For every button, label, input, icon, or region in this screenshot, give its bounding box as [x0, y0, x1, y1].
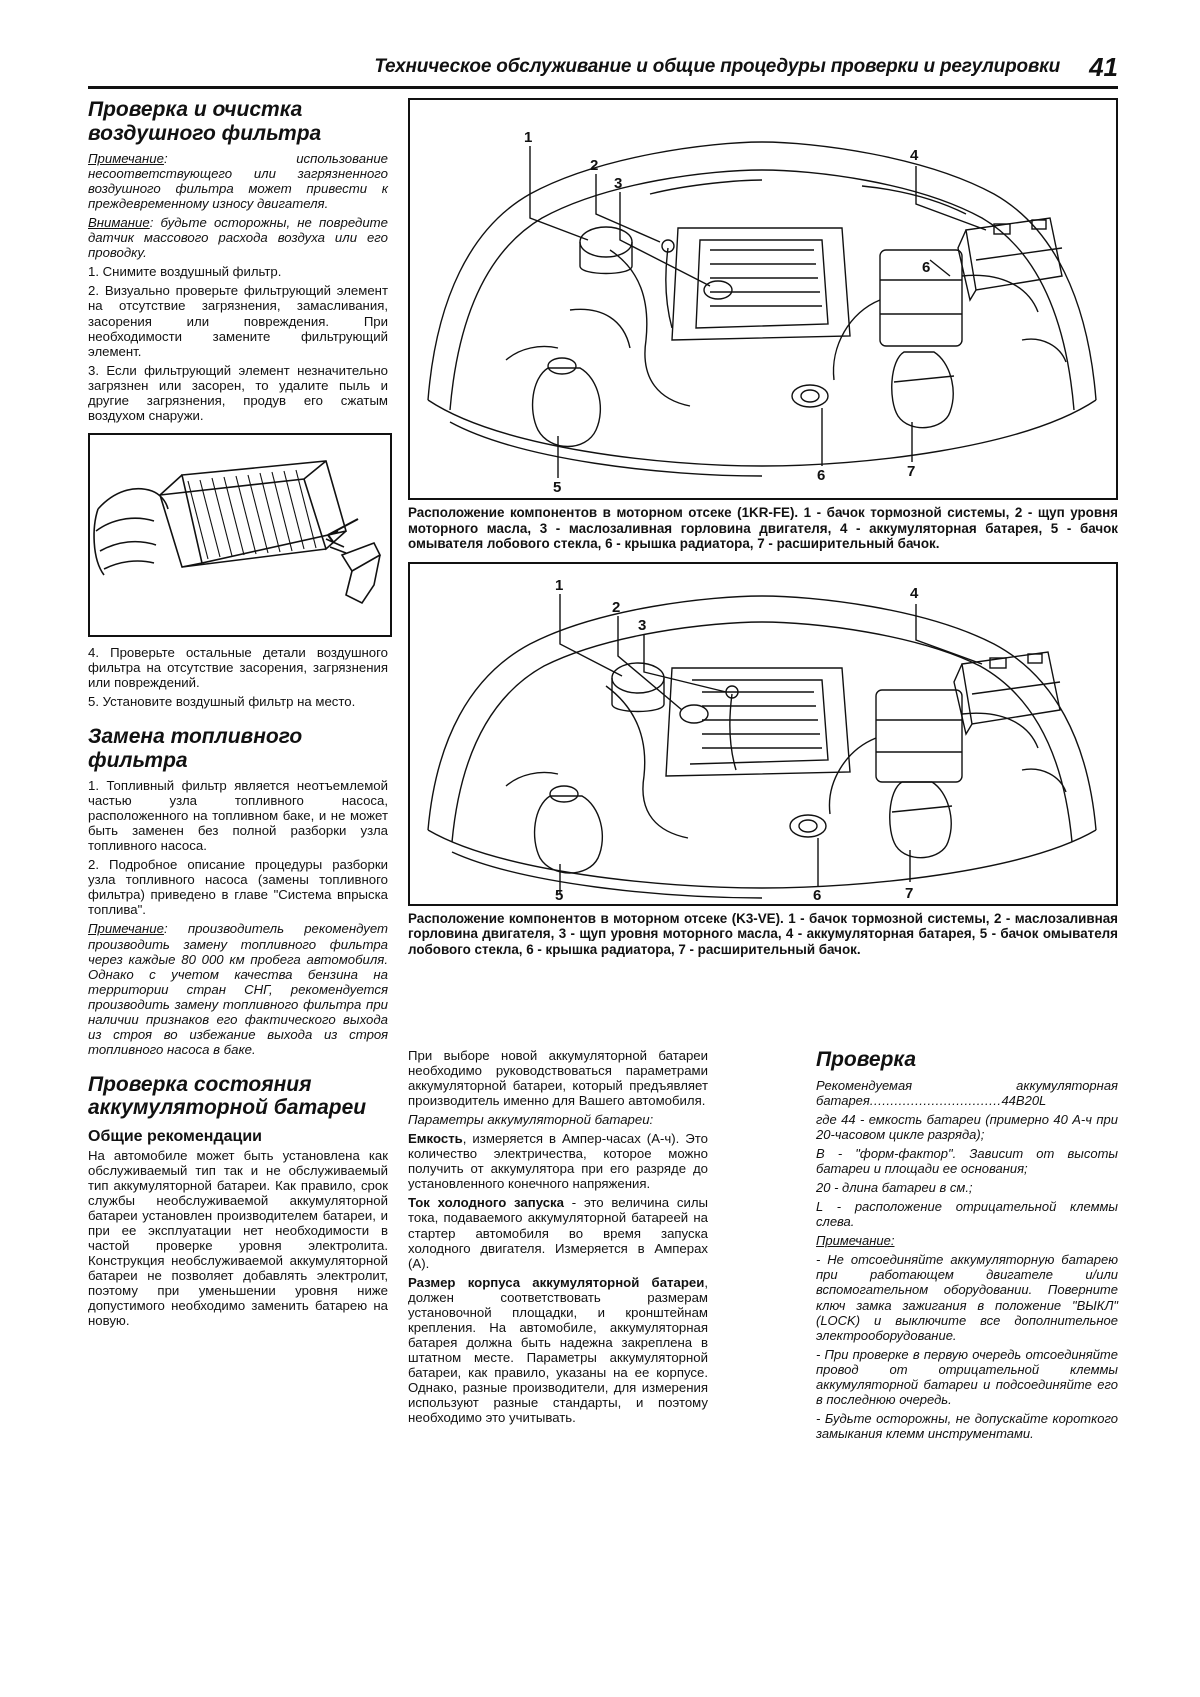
fuel-note-label: Примечание — [88, 921, 164, 937]
param-capacity-text: , измеряется в Ампер-часах (А-ч). Это количество электричества, которое можно получить от аккумулятора при его разряде до установленного конечного напряжения. — [408, 1131, 708, 1192]
figure-1-caption: Расположение компонентов в моторном отсеке (1KR-FE). 1 - бачок тормозной системы, 2 - щуп уровня моторного масла, 3 - маслозаливная горловина двигателя, 4 - аккумуляторная батарея, 5 - бачок омывателя лобового стекла, 6 - крышка радиатора, 7 - расширительный бачок. — [408, 505, 1118, 552]
battery-choose-intro: При выборе новой аккумуляторной батареи необходимо руководствоваться параметрами аккумуляторной батареи, который предъявляет производитель именно для Вашего автомобиля. — [408, 1048, 708, 1109]
middle-column — [408, 1048, 708, 1429]
callout-4: 4 — [910, 147, 919, 164]
section-title-air-filter: Проверка и очистка воздушного фильтра — [88, 98, 322, 145]
battery-param-capacity — [408, 1131, 708, 1191]
air-filter-step-2: 2. Визуально проверьте фильтрующий элемент на отсутствие загрязнения, замасливания, засорения или повреждения. При необходимости замените фильтрующий элемент. — [88, 283, 388, 359]
figures-column — [408, 98, 1118, 957]
page-title: Техническое обслуживание и общие процедуры проверки и регулировки — [374, 56, 1060, 77]
param-capacity-label: Емкость — [408, 1131, 463, 1147]
warning-label: Внимание — [88, 215, 150, 231]
battery-legend-2: В - "форм-фактор". Зависит от высоты батареи и площади ее основания; — [816, 1145, 1118, 1176]
air-filter-step-3: 3. Если фильтрующий элемент незначительно загрязнен или засорен, то удалите пыль и другие загрязнения, продув его сжатым воздухом снаружи. — [88, 362, 388, 423]
battery-param-cca — [408, 1195, 708, 1270]
battery-subtitle: Общие рекомендации — [88, 1127, 262, 1145]
fuel-filter-step-1: 1. Топливный фильтр является неотъемлемой частью узла топливного насоса, расположенного на топливном баке, и не может быть заменен без полной разборки узла топливного насоса. — [88, 778, 388, 854]
battery-param-size — [408, 1275, 708, 1425]
engine-bay-figure-k3-ve — [408, 562, 1118, 906]
air-filter-illustration — [88, 433, 392, 637]
air-filter-step-4: 4. Проверьте остальные детали воздушного фильтра на отсутствие засорения, загрязнения или повреждений. — [88, 644, 388, 690]
battery-params-title: Параметры аккумуляторной батареи: — [408, 1112, 654, 1128]
left-column — [88, 98, 388, 1332]
warning-text: : будьте осторожны, не повредите датчик массового расхода воздуха или его проводку. — [88, 215, 388, 261]
param-cca-label: Ток холодного запуска — [408, 1195, 564, 1211]
param-size-text: , должен соответствовать размерам установочной площадки, и кронштейнам крепления. На автомобиле, аккумуляторная батарея должна быть надежна закреплена в штатном месте. Параметры аккумуляторной батареи, как правило, указаны на ее корпусе. Однако, разные производители, для измерения используют разные стандарты, и поэтому необходимо это учитывать. — [408, 1274, 708, 1426]
air-filter-note — [88, 151, 388, 211]
check-note-label-text: Примечание: — [816, 1233, 895, 1249]
recommended-battery-dots: ................................ — [869, 1092, 1002, 1108]
engine-bay-drawing-2 — [410, 564, 1112, 900]
callout-4: 4 — [910, 584, 919, 602]
param-size-label: Размер корпуса аккумуляторной батареи — [408, 1274, 705, 1290]
air-filter-step-5: 5. Установите воздушный фильтр на место. — [88, 693, 356, 709]
recommended-battery-value: 44B20L — [1001, 1092, 1047, 1108]
callout-1: 1 — [524, 129, 533, 146]
callout-5: 5 — [555, 886, 564, 900]
page-sheet — [88, 48, 1118, 1618]
check-note-3: - Будьте осторожны, не допускайте короткого замыкания клемм инструментами. — [816, 1411, 1118, 1442]
callout-6: 6 — [813, 886, 822, 900]
recommended-battery — [816, 1078, 1118, 1108]
section-title-check: Проверка — [816, 1048, 917, 1071]
section-title-fuel-filter: Замена топливного фильтра — [88, 725, 303, 772]
section-title-battery: Проверка состояния аккумуляторной батареи — [88, 1072, 367, 1120]
check-note-1: - Не отсоединяйте аккумуляторную батарею при работающем двигателе и/или вспомогательном оборудовании. Поверните ключ замка зажигания в положение "ВЫКЛ" (LOCK) и выключите все дополнительное электрооборудование. — [816, 1252, 1118, 1343]
right-column — [816, 1048, 1118, 1445]
air-filter-warning — [88, 215, 388, 260]
figure-2-caption: Расположение компонентов в моторном отсеке (K3-VE). 1 - бачок тормозной системы, 2 - маслозаливная горловина двигателя, 3 - щуп уровня моторного масла, 4 - аккумуляторная батарея, 5 - бачок омывателя лобового стекла, 6 - крышка радиатора, 7 - расширительный бачок. — [408, 910, 1118, 957]
page-number: 41 — [1089, 52, 1118, 82]
air-filter-drawing — [90, 435, 386, 631]
callout-3: 3 — [614, 175, 623, 192]
battery-legend-1: где 44 - емкость батареи (примерно 40 А-ч при 20-часовом цикле разряда); — [816, 1111, 1118, 1142]
callout-7: 7 — [905, 884, 914, 900]
recommended-battery-line1: Рекомендуемая аккумуляторная — [816, 1077, 1118, 1093]
engine-bay-drawing-1 — [410, 100, 1112, 494]
air-filter-step-1: 1. Снимите воздушный фильтр. — [88, 264, 282, 280]
note-text: : использование несоответствующего или загрязненного воздушного фильтра может привести к преждевременному износу двигателя. — [88, 151, 388, 212]
callout-6: 6 — [817, 467, 826, 484]
battery-legend-4: L - расположение отрицательной клеммы слева. — [816, 1199, 1118, 1230]
callout-5: 5 — [553, 479, 562, 494]
engine-bay-figure-1kr-fe — [408, 98, 1118, 500]
callout-1: 1 — [555, 576, 564, 594]
battery-general-text: На автомобиле может быть установлена как обслуживаемый тип так и не обслуживаемый тип аккумуляторной батареи. Как правило, срок службы необслуживаемой аккумуляторной батареи установлен производителем батареи, и при ее эксплуатации нет необходимости в частой проверке уровня электролита. Конструкция необслуживаемой аккумуляторной батареи не позволяет добавлять электролит, поэтому при уменьшении уровня ниже допустимого необходимо заменить батарею на новую. — [88, 1147, 388, 1329]
page-header — [88, 48, 1118, 94]
callout-7: 7 — [907, 463, 916, 480]
callout-3: 3 — [638, 616, 647, 634]
note-label: Примечание — [88, 151, 164, 167]
fuel-note-text: : производитель рекомендует производить замену топливного фильтра через каждые 80 000 км пробега автомобиля. Однако с учетом качества бензина на территории стран СНГ, рекомендуется производить замену топливного фильтра при наличии признаков его фактического выхода из строя во избежание выхода из строя топливного насоса в баке. — [88, 921, 388, 1057]
battery-legend-3: 20 - длина батареи в см.; — [816, 1179, 973, 1195]
fuel-filter-step-2: 2. Подробное описание процедуры разборки узла топливного насоса (замены топливного фильтра) приведено в главе "Система впрыска топлива". — [88, 857, 388, 918]
callout-2: 2 — [612, 598, 621, 616]
check-note-2: - При проверке в первую очередь отсоединяйте провод от отрицательной клеммы аккумуляторной батареи и подсоединяйте его в последнюю очередь. — [816, 1346, 1118, 1407]
recommended-battery-line2: батарея — [816, 1092, 870, 1108]
callout-6b: 6 — [922, 259, 931, 276]
check-note-label — [816, 1233, 1118, 1248]
fuel-filter-note — [88, 921, 388, 1056]
param-cca-text: - это величина силы тока, подаваемого аккумуляторной батареей на стартер автомобиля во время запуска холодного двигателя. Измеряется в Амперах (А). — [408, 1195, 709, 1271]
header-divider — [88, 86, 1118, 89]
callout-2: 2 — [590, 157, 599, 174]
